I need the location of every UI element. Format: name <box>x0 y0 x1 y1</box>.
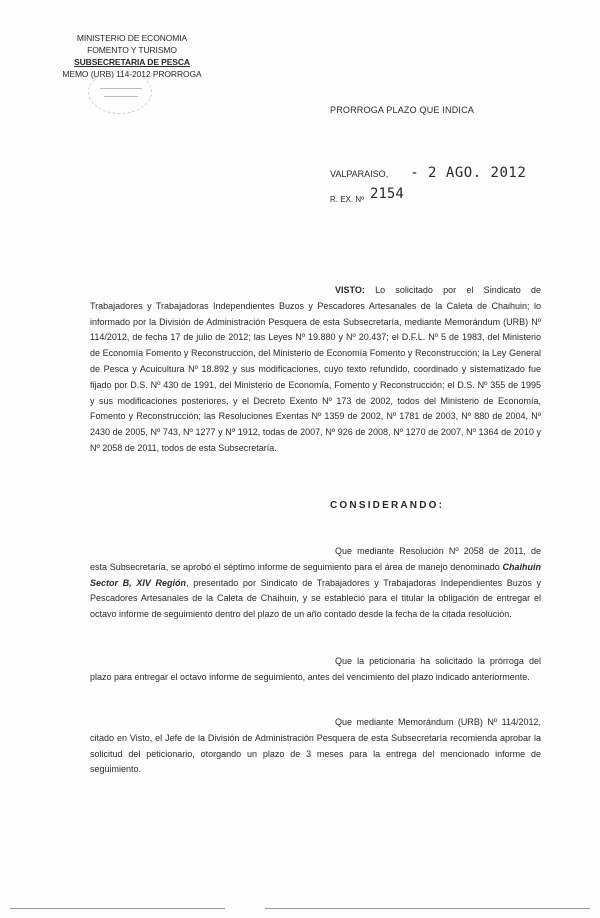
considerando-paragraph-2: Que la peticionaria ha solicitado la prórroga del plazo para entregar el octavo informe de seguimiento, antes del vencimiento del plazo indicado anteriormente. <box>90 656 541 682</box>
stamp-mark <box>104 96 138 97</box>
header-ministry: MINISTERIO DE ECONOMIA <box>76 33 188 43</box>
footer-rule-right <box>265 908 590 909</box>
resolution-value: 2154 <box>370 186 404 202</box>
visto-label: VISTO: <box>335 285 365 295</box>
official-stamp <box>88 70 152 114</box>
header-memo-ref: MEMO (URB) 114-2012 PRORROGA <box>62 69 202 79</box>
p1-text-a: Que mediante Resolución Nº 2058 de 2011, de esta Subsecretaría, se aprobó el séptimo informe de seguimiento para el área de manejo denominado <box>90 546 541 572</box>
visto-text: Lo solicitado por el Sindicato de Trabajadores y Trabajadoras Independientes Buzos y Pescadores Artesanales de la Caleta de Chaihuin; lo informado por la División de Administración Pesquera de esta Subsecretaría, mediante Memorándum (URB) Nº 114/2012, de fecha 17 de julio de 2012; las Leyes Nº 19.880 y Nº 20.437; el D.F.L. Nº 5 de 1983, del Ministerio de Economía Fomento y Reconstrucción, del Ministerio de Economía Fomento y Reconstrucción; la Ley General de Pesca y Acuicultura Nº 18.892 y sus modificaciones, cuyo texto refundido, coordinado y sistematizado fue fijado por D.S. Nº 430 de 1991, del Ministerio de Economía, Fomento y Reconstrucción; el D.S. Nº 355 de 1995 y sus modificaciones posteriores, y el Decreto Exento Nº 173 de 2002, todos del Ministerio de Economía, Fomento y Reconstrucción; las Resoluciones Exentas Nº 1359 de 2002, Nº 1781 de 2003, Nº 880 de 2004, Nº 2430 de 2005, Nº 743, Nº 1277 y Nº 1912, todas de 2007, Nº 926 de 2008, Nº 1270 de 2007, Nº 1364 de 2010 y Nº 2058 de 2011, todos de esta Subsecretaría. <box>90 285 541 453</box>
date-stamp: - 2 AGO. 2012 <box>410 165 527 181</box>
considerando-paragraph-3: Que mediante Memorándum (URB) Nº 114/2012, citado en Visto, el Jefe de la División de Administración Pesquera de esta Subsecretaría recomienda aprobar la solicitud del peticionario, otorgando un plazo de 3 meses para la entrega del mencionado informe de seguimiento. <box>90 717 541 775</box>
place-label: VALPARAISO, <box>330 169 389 179</box>
header-fomento: FOMENTO Y TURISMO <box>87 45 177 55</box>
resolution-number <box>330 186 404 206</box>
stamp-mark <box>100 88 142 89</box>
header-subsecretaria: SUBSECRETARIA DE PESCA <box>74 57 190 67</box>
visto-paragraph <box>90 283 541 457</box>
considerando-heading: CONSIDERANDO: <box>330 500 445 511</box>
document-subject: PRORROGA PLAZO QUE INDICA <box>330 105 475 115</box>
p1-text-b: , presentado por Sindicato de Trabajadores y Trabajadoras Independientes Buzos y Pescadores Artesanales de la Caleta de Chaihuin, y se estableció para el titular la obligación de entregar el octavo informe de seguimiento dentro del plazo de un año contado desde la fecha de la citada resolución. <box>90 577 541 620</box>
considerando-paragraph-1 <box>90 544 541 623</box>
resolution-label: R. EX. Nº <box>330 195 365 204</box>
place-date <box>330 165 526 181</box>
footer-rule-left <box>10 908 225 909</box>
p1-area-name: Chaihuin Sector B, XIV Región <box>90 561 541 588</box>
